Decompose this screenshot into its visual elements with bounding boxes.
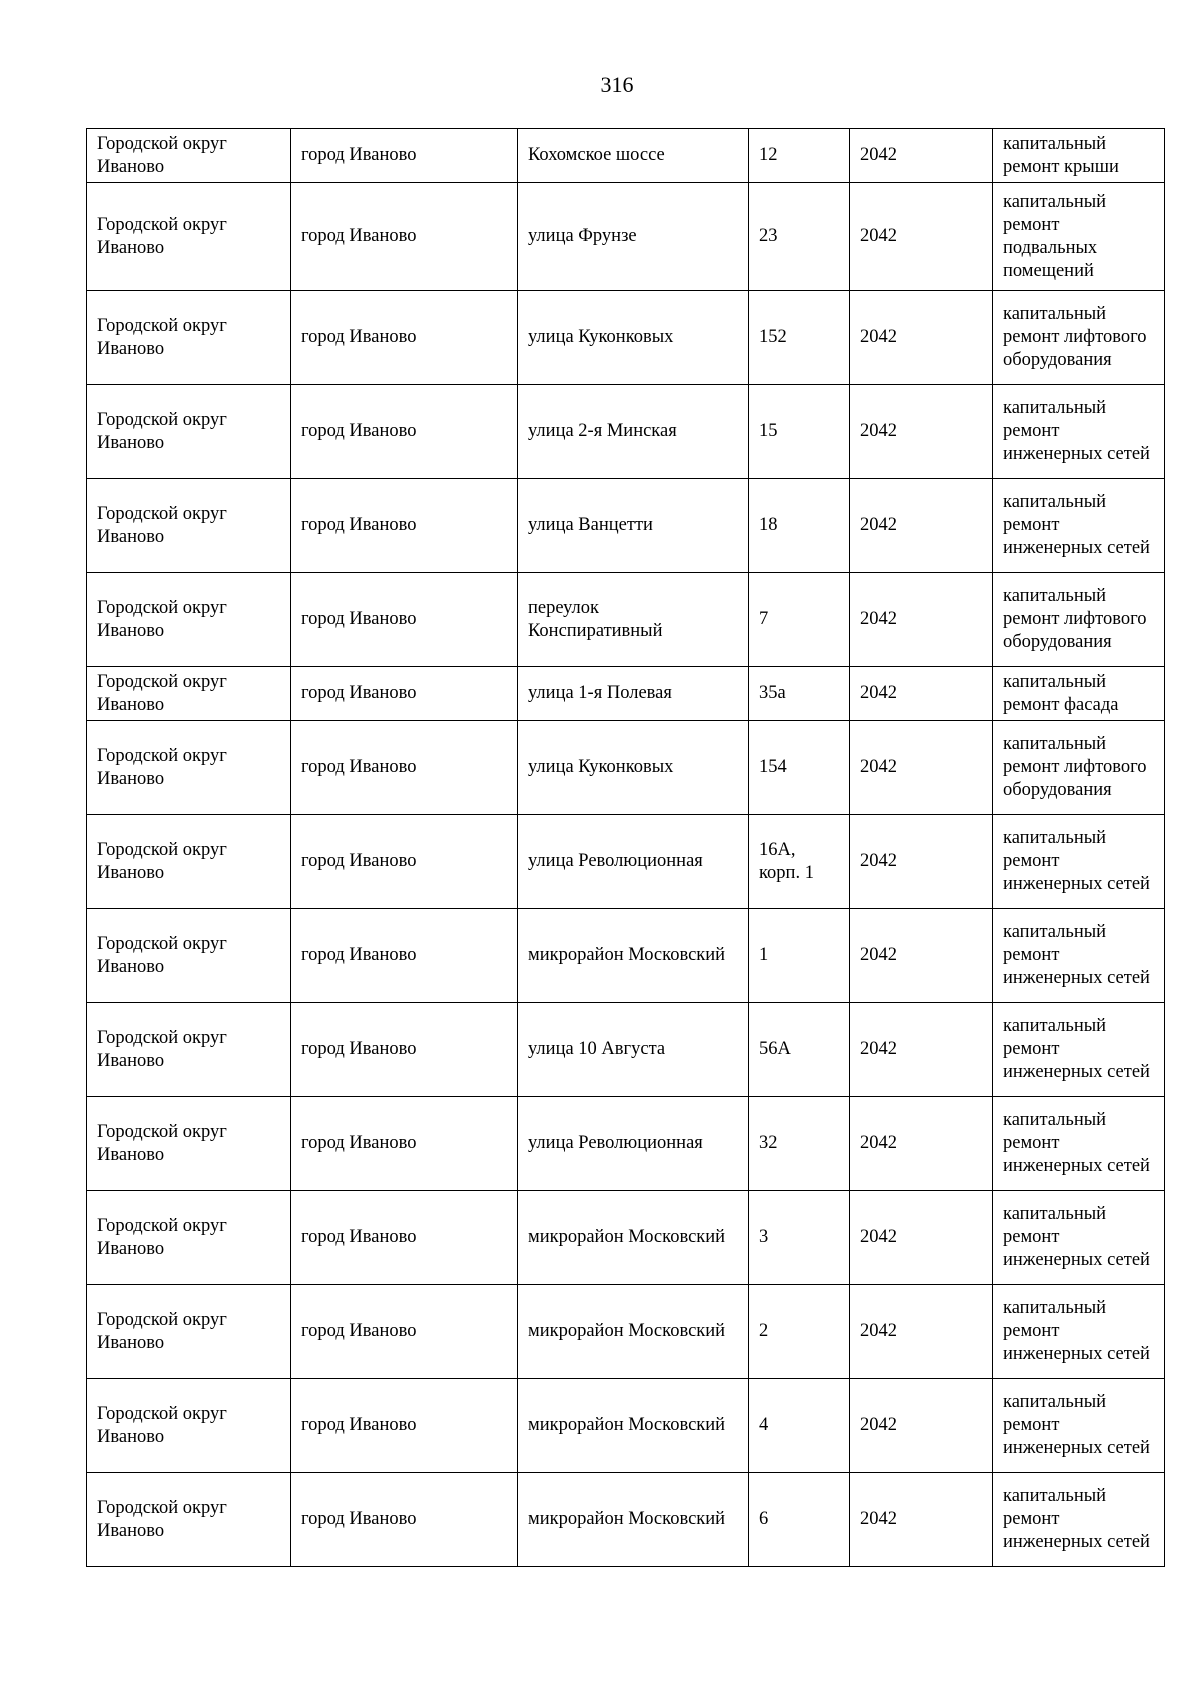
- street-cell: улица 2-я Минская: [518, 385, 749, 479]
- city-cell: город Иваново: [291, 909, 518, 1003]
- work-type-cell: капитальный ремонт инженерных сетей: [993, 1003, 1165, 1097]
- house-number-cell: 15: [749, 385, 850, 479]
- street-cell: микрорайон Московский: [518, 1285, 749, 1379]
- house-number-cell: 32: [749, 1097, 850, 1191]
- district-cell: Городской округ Иваново: [87, 909, 291, 1003]
- table-row: [87, 385, 1165, 479]
- district-cell: Городской округ Иваново: [87, 291, 291, 385]
- district-cell: Городской округ Иваново: [87, 1285, 291, 1379]
- house-number-cell: 35а: [749, 667, 850, 721]
- year-cell: 2042: [850, 479, 993, 573]
- district-cell: Городской округ Иваново: [87, 815, 291, 909]
- district-cell: Городской округ Иваново: [87, 183, 291, 291]
- house-number-cell: 18: [749, 479, 850, 573]
- street-cell: улица Куконковых: [518, 291, 749, 385]
- year-cell: 2042: [850, 1379, 993, 1473]
- table-body: [87, 129, 1165, 1567]
- street-cell: улица Фрунзе: [518, 183, 749, 291]
- district-cell: Городской округ Иваново: [87, 1003, 291, 1097]
- year-cell: 2042: [850, 1191, 993, 1285]
- street-cell: микрорайон Московский: [518, 909, 749, 1003]
- year-cell: 2042: [850, 385, 993, 479]
- table-row: [87, 1379, 1165, 1473]
- work-type-cell: капитальный ремонт инженерных сетей: [993, 815, 1165, 909]
- year-cell: 2042: [850, 721, 993, 815]
- year-cell: 2042: [850, 129, 993, 183]
- work-type-cell: капитальный ремонт крыши: [993, 129, 1165, 183]
- year-cell: 2042: [850, 1473, 993, 1567]
- street-cell: микрорайон Московский: [518, 1473, 749, 1567]
- table-row: [87, 1097, 1165, 1191]
- district-cell: Городской округ Иваново: [87, 573, 291, 667]
- city-cell: город Иваново: [291, 815, 518, 909]
- table-row: [87, 1285, 1165, 1379]
- year-cell: 2042: [850, 1097, 993, 1191]
- house-number-cell: 23: [749, 183, 850, 291]
- street-cell: улица Куконковых: [518, 721, 749, 815]
- table-row: [87, 129, 1165, 183]
- work-type-cell: капитальный ремонт инженерных сетей: [993, 1473, 1165, 1567]
- work-type-cell: капитальный ремонт подвальных помещений: [993, 183, 1165, 291]
- table-row: [87, 573, 1165, 667]
- work-type-cell: капитальный ремонт лифтового оборудования: [993, 721, 1165, 815]
- street-cell: улица Революционная: [518, 815, 749, 909]
- table-row: [87, 479, 1165, 573]
- work-type-cell: капитальный ремонт инженерных сетей: [993, 479, 1165, 573]
- district-cell: Городской округ Иваново: [87, 721, 291, 815]
- house-number-cell: 56А: [749, 1003, 850, 1097]
- district-cell: Городской округ Иваново: [87, 129, 291, 183]
- district-cell: Городской округ Иваново: [87, 479, 291, 573]
- house-number-cell: 7: [749, 573, 850, 667]
- work-type-cell: капитальный ремонт инженерных сетей: [993, 1191, 1165, 1285]
- city-cell: город Иваново: [291, 385, 518, 479]
- table-row: [87, 1473, 1165, 1567]
- street-cell: микрорайон Московский: [518, 1191, 749, 1285]
- city-cell: город Иваново: [291, 667, 518, 721]
- repair-schedule-table: [86, 128, 1165, 1567]
- street-cell: переулок Конспиративный: [518, 573, 749, 667]
- year-cell: 2042: [850, 909, 993, 1003]
- house-number-cell: 3: [749, 1191, 850, 1285]
- house-number-cell: 154: [749, 721, 850, 815]
- year-cell: 2042: [850, 815, 993, 909]
- year-cell: 2042: [850, 183, 993, 291]
- district-cell: Городской округ Иваново: [87, 1191, 291, 1285]
- street-cell: улица 1-я Полевая: [518, 667, 749, 721]
- district-cell: Городской округ Иваново: [87, 1473, 291, 1567]
- house-number-cell: 4: [749, 1379, 850, 1473]
- city-cell: город Иваново: [291, 129, 518, 183]
- table-row: [87, 721, 1165, 815]
- year-cell: 2042: [850, 1285, 993, 1379]
- year-cell: 2042: [850, 1003, 993, 1097]
- work-type-cell: капитальный ремонт лифтового оборудования: [993, 291, 1165, 385]
- city-cell: город Иваново: [291, 183, 518, 291]
- table-row: [87, 667, 1165, 721]
- city-cell: город Иваново: [291, 1379, 518, 1473]
- house-number-cell: 6: [749, 1473, 850, 1567]
- work-type-cell: капитальный ремонт инженерных сетей: [993, 385, 1165, 479]
- city-cell: город Иваново: [291, 1003, 518, 1097]
- street-cell: улица Ванцетти: [518, 479, 749, 573]
- table-row: [87, 909, 1165, 1003]
- year-cell: 2042: [850, 573, 993, 667]
- city-cell: город Иваново: [291, 1473, 518, 1567]
- city-cell: город Иваново: [291, 573, 518, 667]
- house-number-cell: 16А, корп. 1: [749, 815, 850, 909]
- house-number-cell: 12: [749, 129, 850, 183]
- table-row: [87, 815, 1165, 909]
- street-cell: улица 10 Августа: [518, 1003, 749, 1097]
- house-number-cell: 1: [749, 909, 850, 1003]
- street-cell: Кохомское шоссе: [518, 129, 749, 183]
- work-type-cell: капитальный ремонт лифтового оборудования: [993, 573, 1165, 667]
- work-type-cell: капитальный ремонт инженерных сетей: [993, 909, 1165, 1003]
- street-cell: микрорайон Московский: [518, 1379, 749, 1473]
- table-row: [87, 1003, 1165, 1097]
- city-cell: город Иваново: [291, 479, 518, 573]
- page-number: 316: [600, 72, 634, 97]
- city-cell: город Иваново: [291, 721, 518, 815]
- city-cell: город Иваново: [291, 291, 518, 385]
- house-number-cell: 2: [749, 1285, 850, 1379]
- year-cell: 2042: [850, 667, 993, 721]
- district-cell: Городской округ Иваново: [87, 385, 291, 479]
- table-row: [87, 183, 1165, 291]
- city-cell: город Иваново: [291, 1097, 518, 1191]
- table-row: [87, 1191, 1165, 1285]
- house-number-cell: 152: [749, 291, 850, 385]
- year-cell: 2042: [850, 291, 993, 385]
- work-type-cell: капитальный ремонт инженерных сетей: [993, 1379, 1165, 1473]
- city-cell: город Иваново: [291, 1285, 518, 1379]
- work-type-cell: капитальный ремонт инженерных сетей: [993, 1097, 1165, 1191]
- work-type-cell: капитальный ремонт фасада: [993, 667, 1165, 721]
- district-cell: Городской округ Иваново: [87, 667, 291, 721]
- district-cell: Городской округ Иваново: [87, 1097, 291, 1191]
- city-cell: город Иваново: [291, 1191, 518, 1285]
- work-type-cell: капитальный ремонт инженерных сетей: [993, 1285, 1165, 1379]
- street-cell: улица Революционная: [518, 1097, 749, 1191]
- district-cell: Городской округ Иваново: [87, 1379, 291, 1473]
- table-row: [87, 291, 1165, 385]
